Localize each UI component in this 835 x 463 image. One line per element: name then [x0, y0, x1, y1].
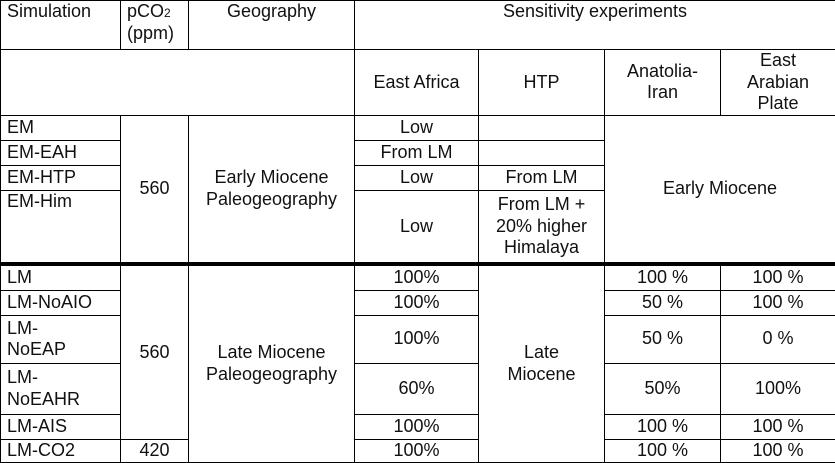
east-africa-cell: Low	[355, 115, 479, 140]
anatolia-cell: 50%	[605, 363, 721, 414]
subheader-east-arabian-plate: East Arabian Plate	[721, 50, 835, 116]
header-simulation: Simulation	[1, 1, 121, 50]
simulation-cell: LM-NoAIO	[1, 290, 121, 315]
anatolia-cell: 50 %	[605, 290, 721, 315]
simulation-cell: LM- NoEAHR	[1, 363, 121, 414]
east-africa-cell: From LM	[355, 140, 479, 165]
east-africa-cell: 60%	[355, 363, 479, 414]
anatolia-cell: 100 %	[605, 264, 721, 290]
anatolia-cell: 100 %	[605, 414, 721, 439]
early-pco2: 560	[121, 115, 189, 264]
anatolia-cell: 50 %	[605, 315, 721, 363]
arabian-cell: 100 %	[721, 290, 835, 315]
subheader-htp: HTP	[479, 50, 605, 116]
late-pco2: 560	[121, 264, 189, 439]
late-pco2-co2: 420	[121, 439, 189, 462]
east-africa-cell: 100%	[355, 264, 479, 290]
subheader-blank	[1, 50, 355, 116]
table-row	[1, 115, 835, 140]
header-pco2-prefix: pCO	[127, 1, 164, 21]
simulation-cell: LM	[1, 264, 121, 290]
simulation-cell: LM- NoEAP	[1, 315, 121, 363]
simulation-cell: LM-AIS	[1, 414, 121, 439]
htp-cell	[479, 140, 605, 165]
arabian-cell: 100 %	[721, 264, 835, 290]
arabian-cell: 0 %	[721, 315, 835, 363]
arabian-cell: 100 %	[721, 414, 835, 439]
subheader-row	[1, 50, 835, 116]
header-row	[1, 1, 835, 50]
htp-cell	[479, 115, 605, 140]
simulation-cell: LM-CO2	[1, 439, 121, 462]
arabian-cell: 100 %	[721, 439, 835, 462]
east-africa-cell: 100%	[355, 290, 479, 315]
late-geography: Late Miocene Paleogeography	[189, 264, 355, 462]
simulation-cell: EM-HTP	[1, 165, 121, 190]
header-sensitivity: Sensitivity experiments	[355, 1, 835, 50]
simulation-cell: EM-Him	[1, 190, 121, 264]
subheader-east-africa: East Africa	[355, 50, 479, 116]
arabian-cell: 100%	[721, 363, 835, 414]
east-africa-cell: 100%	[355, 315, 479, 363]
early-geography: Early Miocene Paleogeography	[189, 115, 355, 264]
simulation-cell: EM-EAH	[1, 140, 121, 165]
early-anatolia-arabian: Early Miocene	[605, 115, 835, 264]
simulation-cell: EM	[1, 115, 121, 140]
table-row	[1, 439, 835, 462]
htp-cell: From LM	[479, 165, 605, 190]
subheader-anatolia-iran: Anatolia- Iran	[605, 50, 721, 116]
east-africa-cell: Low	[355, 190, 479, 264]
header-geography: Geography	[189, 1, 355, 50]
header-pco2-sub: 2	[164, 6, 171, 20]
header-pco2-unit: (ppm)	[127, 23, 174, 43]
late-htp: Late Miocene	[479, 264, 605, 462]
header-pco2	[121, 1, 189, 50]
east-africa-cell: 100%	[355, 439, 479, 462]
anatolia-cell: 100 %	[605, 439, 721, 462]
htp-cell: From LM + 20% higher Himalaya	[479, 190, 605, 264]
east-africa-cell: Low	[355, 165, 479, 190]
table-row	[1, 264, 835, 290]
east-africa-cell: 100%	[355, 414, 479, 439]
